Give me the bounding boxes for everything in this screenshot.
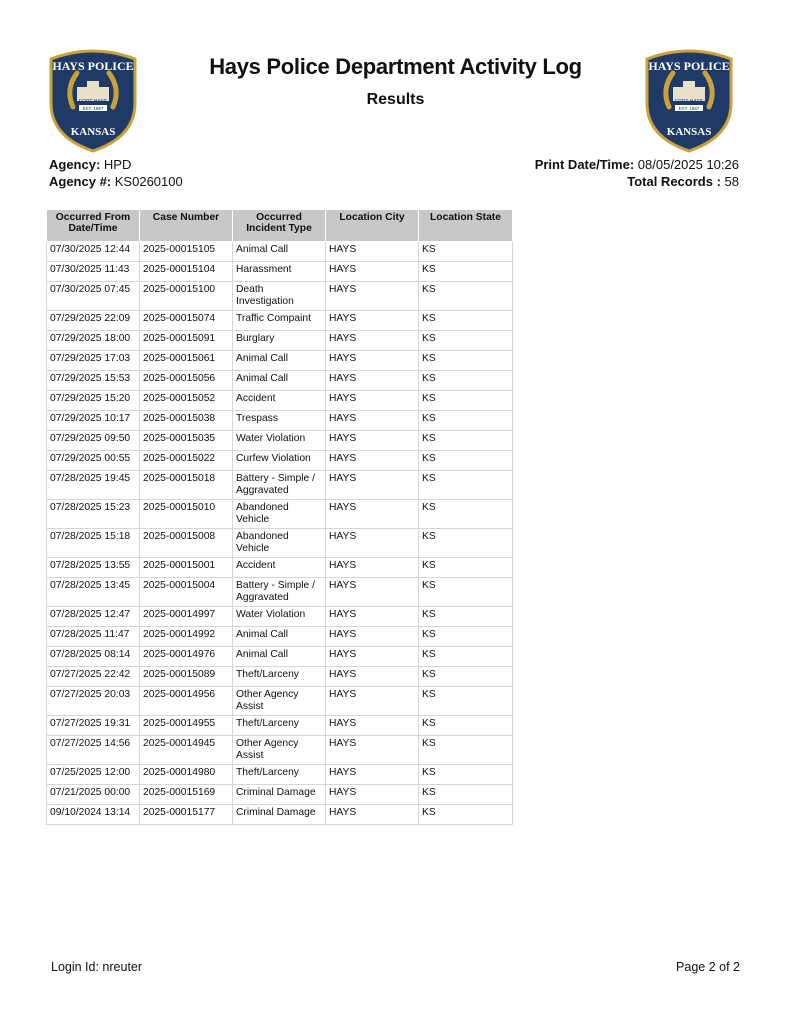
location-city-cell: HAYS — [326, 578, 419, 607]
table-row — [47, 805, 513, 825]
location-state-cell: KS — [419, 391, 513, 411]
table-row — [47, 765, 513, 785]
incident-type-cell: Water Violation — [233, 607, 326, 627]
table-row — [47, 471, 513, 500]
location-state-cell: KS — [419, 371, 513, 391]
incident-type-cell: Curfew Violation — [233, 451, 326, 471]
print-date-value: 08/05/2025 10:26 — [637, 157, 739, 172]
case-number-cell: 2025-00015169 — [140, 785, 233, 805]
table-row — [47, 262, 513, 282]
incident-type-cell: Criminal Damage — [233, 785, 326, 805]
location-state-cell: KS — [419, 667, 513, 687]
occurred-date-cell: 07/28/2025 13:45 — [47, 578, 140, 607]
incident-type-cell: Theft/Larceny — [233, 667, 326, 687]
table-row — [47, 785, 513, 805]
location-city-cell: HAYS — [326, 262, 419, 282]
location-state-cell: KS — [419, 647, 513, 667]
print-date-label: Print Date/Time: — [534, 157, 635, 172]
location-city-cell: HAYS — [326, 716, 419, 736]
location-city-cell: HAYS — [326, 500, 419, 529]
login-id: Login Id: nreuter — [51, 960, 143, 974]
location-city-cell: HAYS — [326, 311, 419, 331]
location-city-cell: HAYS — [326, 371, 419, 391]
location-state-cell: KS — [419, 351, 513, 371]
agency-value: HPD — [103, 157, 132, 172]
incident-type-cell: Animal Call — [233, 371, 326, 391]
occurred-date-cell: 07/28/2025 12:47 — [47, 607, 140, 627]
occurred-date-cell: 07/28/2025 15:23 — [47, 500, 140, 529]
incident-type-cell: Abandoned Vehicle — [233, 500, 326, 529]
total-records-value: 58 — [724, 174, 739, 189]
incident-type-cell: Burglary — [233, 331, 326, 351]
column-header-location-city: Location City — [326, 210, 419, 242]
incident-type-cell: Other Agency Assist — [233, 687, 326, 716]
table-row — [47, 391, 513, 411]
occurred-date-cell: 07/29/2025 17:03 — [47, 351, 140, 371]
table-row — [47, 311, 513, 331]
location-state-cell: KS — [419, 627, 513, 647]
case-number-cell: 2025-00015074 — [140, 311, 233, 331]
location-state-cell: KS — [419, 311, 513, 331]
case-number-cell: 2025-00015056 — [140, 371, 233, 391]
location-state-cell: KS — [419, 500, 513, 529]
print-info — [535, 156, 739, 190]
case-number-cell: 2025-00014955 — [140, 716, 233, 736]
occurred-date-cell: 07/29/2025 15:53 — [47, 371, 140, 391]
location-state-cell: KS — [419, 765, 513, 785]
case-number-cell: 2025-00015022 — [140, 451, 233, 471]
svg-text:FORT HAYS: FORT HAYS — [674, 99, 704, 105]
location-state-cell: KS — [419, 716, 513, 736]
incident-type-cell: Water Violation — [233, 431, 326, 451]
incident-type-cell: Abandoned Vehicle — [233, 529, 326, 558]
case-number-cell: 2025-00014992 — [140, 627, 233, 647]
table-row — [47, 451, 513, 471]
table-row — [47, 627, 513, 647]
location-state-cell: KS — [419, 331, 513, 351]
location-city-cell: HAYS — [326, 351, 419, 371]
report-subtitle: Results — [366, 91, 425, 108]
case-number-cell: 2025-00014956 — [140, 687, 233, 716]
occurred-date-cell: 07/29/2025 00:55 — [47, 451, 140, 471]
location-state-cell: KS — [419, 805, 513, 825]
location-state-cell: KS — [419, 242, 513, 262]
location-city-cell: HAYS — [326, 687, 419, 716]
location-city-cell: HAYS — [326, 607, 419, 627]
occurred-date-cell: 07/29/2025 22:09 — [47, 311, 140, 331]
svg-text:EST. 1867: EST. 1867 — [82, 106, 104, 111]
svg-text:HAYS POLICE: HAYS POLICE — [52, 59, 134, 73]
table-row — [47, 331, 513, 351]
location-city-cell: HAYS — [326, 736, 419, 765]
incident-type-cell: Battery - Simple / Aggravated — [233, 471, 326, 500]
agency-number-value: KS0260100 — [114, 174, 183, 189]
case-number-cell: 2025-00015100 — [140, 282, 233, 311]
case-number-cell: 2025-00015008 — [140, 529, 233, 558]
agency-info — [49, 156, 183, 190]
page-number: Page 2 of 2 — [676, 960, 740, 974]
case-number-cell: 2025-00014945 — [140, 736, 233, 765]
column-header-occurred-from: Occurred From Date/Time — [47, 210, 140, 242]
location-city-cell: HAYS — [326, 529, 419, 558]
svg-text:KANSAS: KANSAS — [666, 126, 712, 138]
police-badge-logo-left — [43, 45, 143, 153]
location-city-cell: HAYS — [326, 667, 419, 687]
location-city-cell: HAYS — [326, 647, 419, 667]
location-state-cell: KS — [419, 578, 513, 607]
occurred-date-cell: 07/27/2025 22:42 — [47, 667, 140, 687]
location-city-cell: HAYS — [326, 785, 419, 805]
occurred-date-cell: 07/28/2025 15:18 — [47, 529, 140, 558]
location-state-cell: KS — [419, 687, 513, 716]
case-number-cell: 2025-00014997 — [140, 607, 233, 627]
location-city-cell: HAYS — [326, 765, 419, 785]
agency-label: Agency: — [49, 157, 101, 172]
case-number-cell: 2025-00015061 — [140, 351, 233, 371]
table-row — [47, 431, 513, 451]
incident-type-cell: Accident — [233, 558, 326, 578]
table-row — [47, 667, 513, 687]
case-number-cell: 2025-00015010 — [140, 500, 233, 529]
occurred-date-cell: 07/29/2025 15:20 — [47, 391, 140, 411]
location-state-cell: KS — [419, 529, 513, 558]
svg-text:KANSAS: KANSAS — [70, 126, 116, 138]
table-row — [47, 282, 513, 311]
location-city-cell: HAYS — [326, 805, 419, 825]
location-city-cell: HAYS — [326, 242, 419, 262]
incident-type-cell: Harassment — [233, 262, 326, 282]
case-number-cell: 2025-00015091 — [140, 331, 233, 351]
table-row — [47, 411, 513, 431]
occurred-date-cell: 07/27/2025 14:56 — [47, 736, 140, 765]
occurred-date-cell: 09/10/2024 13:14 — [47, 805, 140, 825]
incident-type-cell: Trespass — [233, 411, 326, 431]
occurred-date-cell: 07/28/2025 13:55 — [47, 558, 140, 578]
incident-type-cell: Traffic Compaint — [233, 311, 326, 331]
report-title: Hays Police Department Activity Log — [209, 54, 582, 79]
activity-log-table — [46, 209, 513, 825]
incident-type-cell: Other Agency Assist — [233, 736, 326, 765]
column-header-incident-type: Occurred Incident Type — [233, 210, 326, 242]
column-header-case-number: Case Number — [140, 210, 233, 242]
table-row — [47, 351, 513, 371]
table-row — [47, 371, 513, 391]
column-header-location-state: Location State — [419, 210, 513, 242]
location-city-cell: HAYS — [326, 558, 419, 578]
location-state-cell: KS — [419, 471, 513, 500]
table-row — [47, 558, 513, 578]
location-state-cell: KS — [419, 607, 513, 627]
occurred-date-cell: 07/30/2025 12:44 — [47, 242, 140, 262]
location-state-cell: KS — [419, 785, 513, 805]
location-state-cell: KS — [419, 558, 513, 578]
location-city-cell: HAYS — [326, 451, 419, 471]
occurred-date-cell: 07/30/2025 07:45 — [47, 282, 140, 311]
incident-type-cell: Accident — [233, 391, 326, 411]
occurred-date-cell: 07/29/2025 18:00 — [47, 331, 140, 351]
location-city-cell: HAYS — [326, 282, 419, 311]
occurred-date-cell: 07/27/2025 19:31 — [47, 716, 140, 736]
location-city-cell: HAYS — [326, 331, 419, 351]
incident-type-cell: Animal Call — [233, 351, 326, 371]
svg-text:EST. 1867: EST. 1867 — [678, 106, 700, 111]
table-row — [47, 736, 513, 765]
occurred-date-cell: 07/30/2025 11:43 — [47, 262, 140, 282]
table-row — [47, 647, 513, 667]
case-number-cell: 2025-00015018 — [140, 471, 233, 500]
case-number-cell: 2025-00015035 — [140, 431, 233, 451]
agency-number-label: Agency #: — [49, 174, 112, 189]
location-state-cell: KS — [419, 736, 513, 765]
occurred-date-cell: 07/28/2025 08:14 — [47, 647, 140, 667]
incident-type-cell: Battery - Simple / Aggravated — [233, 578, 326, 607]
incident-type-cell: Death Investigation — [233, 282, 326, 311]
police-badge-logo-right — [639, 45, 739, 153]
location-state-cell: KS — [419, 451, 513, 471]
occurred-date-cell: 07/29/2025 10:17 — [47, 411, 140, 431]
occurred-date-cell: 07/25/2025 12:00 — [47, 765, 140, 785]
table-header-row — [47, 210, 513, 242]
case-number-cell: 2025-00015089 — [140, 667, 233, 687]
table-row — [47, 687, 513, 716]
table-row — [47, 607, 513, 627]
location-city-cell: HAYS — [326, 391, 419, 411]
case-number-cell: 2025-00015052 — [140, 391, 233, 411]
case-number-cell: 2025-00015105 — [140, 242, 233, 262]
location-city-cell: HAYS — [326, 411, 419, 431]
table-row — [47, 716, 513, 736]
case-number-cell: 2025-00014980 — [140, 765, 233, 785]
case-number-cell: 2025-00015104 — [140, 262, 233, 282]
table-row — [47, 578, 513, 607]
svg-text:FORT HAYS: FORT HAYS — [78, 99, 108, 105]
location-state-cell: KS — [419, 431, 513, 451]
case-number-cell: 2025-00014976 — [140, 647, 233, 667]
occurred-date-cell: 07/27/2025 20:03 — [47, 687, 140, 716]
incident-type-cell: Theft/Larceny — [233, 716, 326, 736]
incident-type-cell: Animal Call — [233, 627, 326, 647]
table-row — [47, 242, 513, 262]
location-state-cell: KS — [419, 282, 513, 311]
location-state-cell: KS — [419, 411, 513, 431]
table-row — [47, 500, 513, 529]
case-number-cell: 2025-00015038 — [140, 411, 233, 431]
location-city-cell: HAYS — [326, 431, 419, 451]
incident-type-cell: Theft/Larceny — [233, 765, 326, 785]
location-state-cell: KS — [419, 262, 513, 282]
svg-text:HAYS POLICE: HAYS POLICE — [648, 59, 730, 73]
table-row — [47, 529, 513, 558]
occurred-date-cell: 07/21/2025 00:00 — [47, 785, 140, 805]
occurred-date-cell: 07/28/2025 11:47 — [47, 627, 140, 647]
case-number-cell: 2025-00015004 — [140, 578, 233, 607]
case-number-cell: 2025-00015001 — [140, 558, 233, 578]
incident-type-cell: Animal Call — [233, 647, 326, 667]
case-number-cell: 2025-00015177 — [140, 805, 233, 825]
total-records-label: Total Records : — [627, 174, 721, 189]
incident-type-cell: Criminal Damage — [233, 805, 326, 825]
occurred-date-cell: 07/29/2025 09:50 — [47, 431, 140, 451]
occurred-date-cell: 07/28/2025 19:45 — [47, 471, 140, 500]
location-city-cell: HAYS — [326, 627, 419, 647]
incident-type-cell: Animal Call — [233, 242, 326, 262]
location-city-cell: HAYS — [326, 471, 419, 500]
